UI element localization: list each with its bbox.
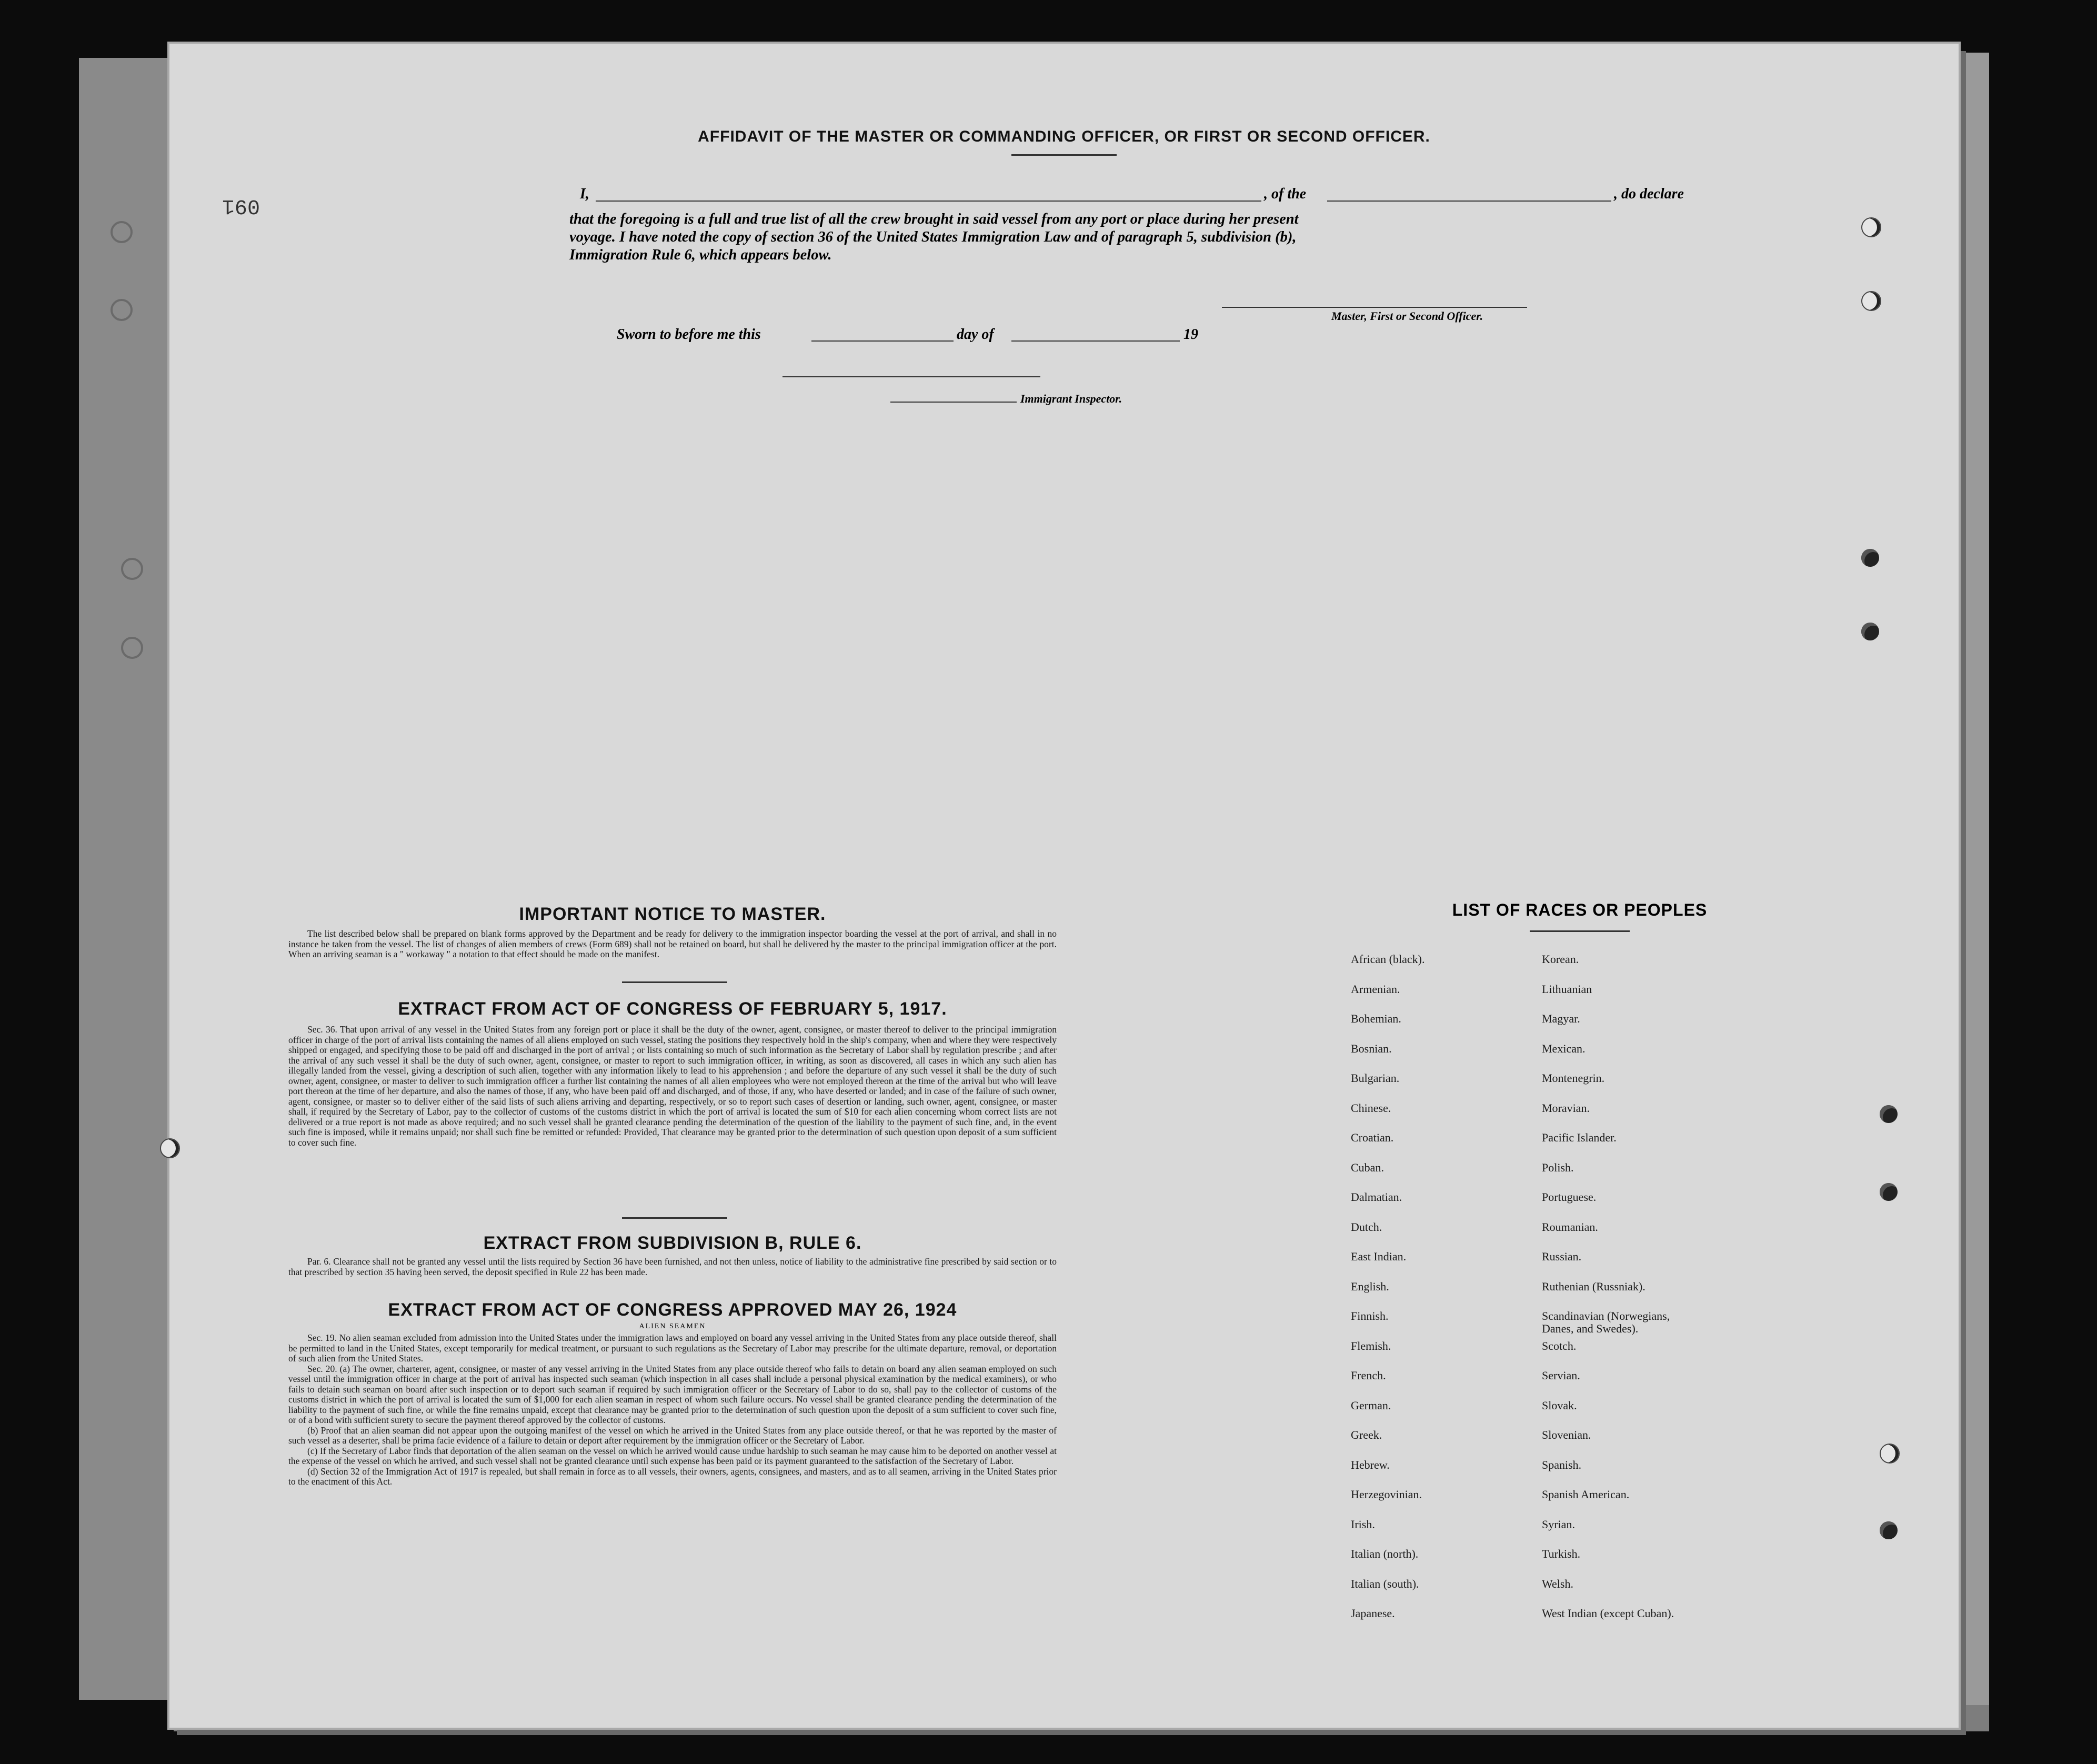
underlying-sheet-left [79,58,184,1700]
extract-1924-subtitle: ALIEN SEAMEN [639,1322,706,1330]
race-item: Ruthenian (Russniak). [1542,1279,1646,1293]
binder-hole [121,637,143,659]
extract-1917-title: EXTRACT FROM ACT OF CONGRESS OF FEBRUARY 5, 1917. [398,999,947,1019]
statement-line-2: voyage. I have noted the copy of section 36 of the United States Immigration Law and of paragraph 5, subdivision (b), [569,229,1297,245]
race-item: Mexican. [1542,1041,1586,1055]
race-item: Korean. [1542,953,1579,966]
declaration-of-the: , of the [1264,186,1307,202]
inspector-field[interactable] [782,376,1040,377]
race-item: Scandinavian (Norwegians, Danes, and Swedes). [1542,1309,1670,1335]
race-item: Finnish. [1351,1309,1389,1322]
race-item: Spanish. [1542,1458,1582,1471]
rule-6-title: EXTRACT FROM SUBDIVISION B, RULE 6. [483,1233,862,1253]
race-item: Welsh. [1542,1577,1573,1590]
binder-hole [160,1138,180,1158]
sworn-day-of: day of [957,326,994,343]
binder-hole [1861,549,1879,567]
race-item: Cuban. [1351,1160,1384,1174]
binder-hole [111,299,133,321]
signature-field[interactable] [1222,307,1527,308]
name-field[interactable] [596,201,1261,202]
notice-title: IMPORTANT NOTICE TO MASTER. [519,904,826,924]
race-item: African (black). [1351,953,1425,966]
race-item: Turkish. [1542,1547,1581,1560]
extract-1924-paragraph: (c) If the Secretary of Labor finds that deportation of the alien seaman on the vessel on which he arrived would cause undue hardship to such seaman he may cause him to be deported on another vessel at the expense of the vessel on which he arrived, and such vessel shall not be granted clearance until such expense has been paid or its payment guaranteed to the satisfaction of the Secretary of Labor. [288,1445,1057,1466]
race-item: English. [1351,1279,1389,1293]
binder-hole [1880,1444,1900,1464]
binder-hole [1880,1183,1898,1201]
document-page [169,44,1959,1728]
affidavit-title: AFFIDAVIT OF THE MASTER OR COMMANDING OFFICER, OR FIRST OR SECOND OFFICER. [698,128,1430,145]
vessel-field[interactable] [1327,201,1611,202]
binder-hole [1880,1105,1898,1123]
race-item: Syrian. [1542,1517,1575,1531]
race-item: Dutch. [1351,1220,1382,1234]
race-item: Italian (south). [1351,1577,1419,1590]
race-item: Flemish. [1351,1339,1391,1352]
notice-paragraph: The list described below shall be prepared on blank forms approved by the Department and be ready for delivery to the immigration inspector boarding the vessel at the port of arrival, and shall in no instance be taken from the vessel. The list of changes of alien members of crews (Form 689) shall not be retained on board, but shall be delivered by the master to the principal immigration officer at the port. When an arriving seaman is a " workaway " a notation to that effect should be made on the manifest. [288,928,1057,959]
margin-number: 091 [222,194,260,217]
race-item: German. [1351,1398,1391,1412]
race-item: Magyar. [1542,1012,1580,1025]
extract-1924-text [288,1333,1057,1487]
sworn-prefix: Sworn to before me this [617,326,761,343]
inspector-label: Immigrant Inspector. [1020,392,1122,405]
race-item: Montenegrin. [1542,1071,1605,1085]
divider [1011,154,1117,156]
race-item: Chinese. [1351,1101,1391,1115]
declaration-do-declare: , do declare [1614,186,1684,202]
race-item: Scotch. [1542,1339,1577,1352]
extract-1924-paragraph: Sec. 19. No alien seaman excluded from admission into the United States under the immigration laws and employed on board any vessel arriving in the United States from any place outside thereof, shall be permitted to land in the United States, except temporarily for medical treatment, or pursuant to such regulations as the Secretary of Labor may prescribe for the ultimate departure, removal, or deportation of such alien from the United States. [288,1332,1057,1364]
race-item: Irish. [1351,1517,1375,1531]
divider [622,1217,727,1219]
race-item: Italian (north). [1351,1547,1419,1560]
binder-hole [111,221,133,243]
race-item: East Indian. [1351,1250,1407,1263]
divider [1530,930,1630,932]
race-item: West Indian (except Cuban). [1542,1607,1674,1620]
divider [622,981,727,983]
sworn-day-field[interactable] [811,340,954,342]
race-item: Polish. [1542,1160,1574,1174]
race-item: Bulgarian. [1351,1071,1400,1085]
races-title: LIST OF RACES OR PEOPLES [1452,900,1708,919]
binder-hole [1861,217,1881,237]
race-item: Pacific Islander. [1542,1131,1617,1144]
rule-6-text [288,1257,1057,1277]
race-item: Bosnian. [1351,1041,1392,1055]
declaration-i: I, [580,186,589,202]
race-item: Spanish American. [1542,1488,1630,1501]
extract-1917-text [288,1025,1057,1148]
race-item: Russian. [1542,1250,1582,1263]
race-item: Herzegovinian. [1351,1488,1422,1501]
race-item: Slovenian. [1542,1428,1591,1441]
race-item: Lithuanian [1542,982,1592,996]
signature-label: Master, First or Second Officer. [1331,309,1483,323]
extract-1924-title: EXTRACT FROM ACT OF CONGRESS APPROVED MAY 26, 1924 [388,1300,957,1320]
race-item: Armenian. [1351,982,1400,996]
race-item: Japanese. [1351,1607,1395,1620]
binder-hole [1880,1521,1898,1539]
race-item: Portuguese. [1542,1190,1597,1204]
extract-1924-paragraph: (b) Proof that an alien seaman did not appear upon the outgoing manifest of the vessel on which he arrived in the United States from any place outside thereof, or that he was reported by the master of such vessel as a deserter, shall be prima facie evidence of a failure to detain or deport after requirement by the immigration officer or the Secretary of Labor. [288,1425,1057,1446]
extract-1924-paragraph: Sec. 20. (a) The owner, charterer, agent, consignee, or master of any vessel arriving in the United States from any place outside thereof who fails to detain on board any alien seaman employed on such vessel until the immigration officer in charge at the port of arrival has inspected such seaman (which inspection in all cases shall include a personal physical examination by the medical examiners), or who fails to detain such seaman on board after such inspection or to deport such seaman if required by such immigration officer or the Secretary of Labor to do so, shall pay to the collector of customs of the customs district in which the port of arrival is located the sum of $1,000 for each alien seaman in respect of whom such failure occurs. No vessel shall be granted clearance pending the determination of the liability to the payment of such fine, or while the fine remains unpaid, except that clearance may be granted prior to the determination of such question upon the deposit of a sum sufficient to cover such fine, or of a bond with sufficient surety to secure the payment thereof approved by the collector of customs. [288,1363,1057,1425]
binder-hole [1861,623,1879,640]
race-item: Roumanian. [1542,1220,1598,1234]
inspector-short-field[interactable] [890,402,1017,403]
race-item: Bohemian. [1351,1012,1401,1025]
race-item: Moravian. [1542,1101,1590,1115]
sworn-year: 19 [1183,326,1198,343]
binder-hole [1861,291,1881,311]
race-item: Croatian. [1351,1131,1394,1144]
binder-hole [121,558,143,580]
race-item: Greek. [1351,1428,1382,1441]
race-item: Slovak. [1542,1398,1577,1412]
race-item: Hebrew. [1351,1458,1390,1471]
extract-1924-paragraph: (d) Section 32 of the Immigration Act of 1917 is repealed, but shall remain in force as to all vessels, their owners, agents, consignees, and masters, and as to all seamen, arriving in the United States prior to the enactment of this Act. [288,1466,1057,1487]
statement-line-3: Immigration Rule 6, which appears below. [569,247,832,263]
notice-text [288,929,1057,960]
race-item: Dalmatian. [1351,1190,1402,1204]
statement-line-1: that the foregoing is a full and true list of all the crew brought in said vessel from any port or place during her present [569,211,1299,227]
race-item: Servian. [1542,1369,1580,1382]
rule-6-paragraph: Par. 6. Clearance shall not be granted any vessel until the lists required by Section 36 have been furnished, and not then unless, notice of liability to the administrative fine prescribed by said section or to that prescribed by section 35 having been served, the deposit specified in Rule 22 has been made. [288,1256,1057,1277]
race-item: French. [1351,1369,1386,1382]
extract-1917-paragraph: Sec. 36. That upon arrival of any vessel in the United States from any foreign port or place it shall be the duty of the owner, agent, consignee, or master thereof to deliver to the principal immigration officer in charge of the port of arrival lists containing the names of all aliens employed on such vessel, stating the positions they respectively hold in the ship's company, when and where they were respectively shipped or engaged, and specifying those to be paid off and discharged in the port of arrival ; or lists containing so much of such information as the Secretary of Labor shall by regulation prescribe ; and after the arrival of any such vessel it shall be the duty of such owner, agent, consignee, or master to report to such immigration officer, in writing, as soon as discovered, all cases in which any such alien has illegally landed from the vessel, giving a description of such alien, together with any information likely to lead to his apprehension ; and before the departure of any such vessel it shall be the duty of such owner, agent, consignee, or master to deliver to such immigration officer a further list containing the names of all alien employees who were not employed thereon at the time of the arrival but who will leave port thereon at the time of her departure, and also the names of those, if any, who have been paid off and discharged, and of those, if any, who have deserted or landed; and in case of the failure of such owner, agent, consignee, or master so to deliver either of the said lists of such aliens arriving and departing, respectively, or so to report such cases of desertion or landing, such owner, agent, consignee, or master shall, if required by the Secretary of Labor, pay to the collector of customs of the customs district in which the port of arrival is located the sum of $10 for each alien concerning whom correct lists are not delivered or a true report is not made as above required; and no such vessel shall be granted clearance pending the determination of the question of the liability to the payment of such fine, and, in the event such fine is imposed, while it remains unpaid; nor shall such fine be remitted or refunded: Provided, That clearance may be granted prior to the determination of such question upon deposit of a sum sufficient to cover such fine. [288,1024,1057,1148]
sworn-month-field[interactable] [1011,340,1180,342]
